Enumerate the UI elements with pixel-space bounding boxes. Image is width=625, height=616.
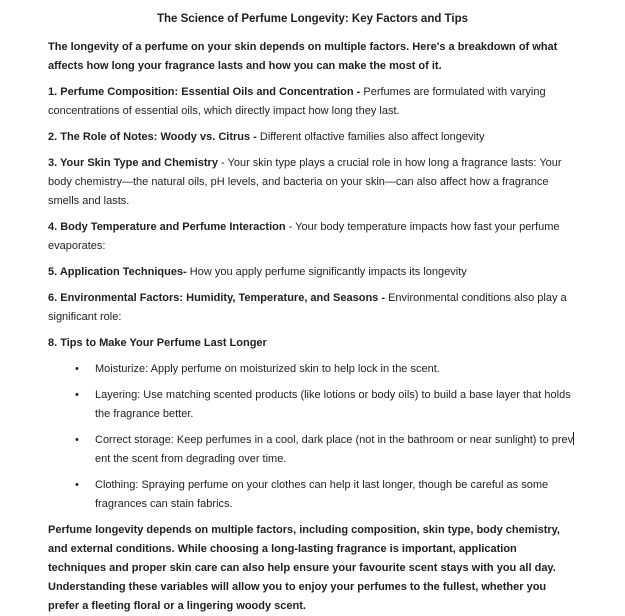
section-paragraph-6 [48,289,577,327]
tip-text: Layering: Use matching scented products (like lotions or body oils) to build a base layer that holds the fragrance better. [95,389,571,420]
tip-item-layering [75,386,577,424]
section-heading-4: 4. Body Temperature and Perfume Interaction [48,221,286,233]
section-heading-1: 1. Perfume Composition: Essential Oils and Concentration - [48,86,361,98]
bullet-icon: • [75,363,79,375]
tip-text: Clothing: Spraying perfume on your clothes can help it last longer, though be careful as some fragrances can stain fabrics. [95,479,549,510]
tips-heading: 8. Tips to Make Your Perfume Last Longer [48,337,267,349]
tip-text: Moisturize: Apply perfume on moisturized skin to help lock in the scent. [95,363,440,375]
conclusion-paragraph: Perfume longevity depends on multiple factors, including composition, skin type, body chemistry, and external conditions. While choosing a long-lasting fragrance is important, application techniques and proper skin care can also help ensure your favourite scent stays with you all day. Understanding these variables will allow you to enjoy your perfumes to the fullest, whether you prefer a fleeting floral or a lingering woody scent. [48,524,560,612]
intro-paragraph: The longevity of a perfume on your skin depends on multiple factors. Here's a breakdown of what affects how long your fragrance lasts and how you can make the most of it. [48,41,558,72]
section-paragraph-5 [48,263,577,282]
section-text-2: Different olfactive families also affect longevity [256,131,485,143]
text-cursor [573,432,574,445]
section-text-6: Environmental conditions also play a significant role: [48,292,567,323]
tip-item-clothing [75,476,577,514]
tip-item-moisturize [75,360,577,379]
bullet-icon: • [75,389,79,401]
section-paragraph-1 [48,83,577,121]
tip-text-after-cursor: ent the scent from degrading over time. [95,453,287,465]
section-paragraph-3 [48,154,577,211]
tip-item-correct-storage [75,431,577,469]
section-paragraph-4 [48,218,577,256]
section-text-4: - Your body temperature impacts how fast your perfume evaporates: [48,221,560,252]
section-heading-3: 3. Your Skin Type and Chemistry [48,157,218,169]
section-heading-5: 5. Application Techniques- [48,266,187,278]
section-heading-6: 6. Environmental Factors: Humidity, Temperature, and Seasons - [48,292,386,304]
section-paragraph-2 [48,128,577,147]
tip-text-before-cursor: Correct storage: Keep perfumes in a cool, dark place (not in the bathroom or near sunlight) to prev [95,434,574,446]
section-text-3: - Your skin type plays a crucial role in how long a fragrance lasts: Your body chemistry—the natural oils, pH levels, and bacteria on your skin—can also affect how a fragrance smells and lasts. [48,157,562,207]
document-title: The Science of Perfume Longevity: Key Factors and Tips [156,13,468,25]
bullet-icon: • [75,479,79,491]
bullet-icon: • [75,434,79,446]
section-heading-2: 2. The Role of Notes: Woody vs. Citrus - [48,131,257,143]
section-text-5: How you apply perfume significantly impacts its longevity [186,266,467,278]
tips-list [48,360,577,514]
section-text-1: Perfumes are formulated with varying concentrations of essential oils, which directly impact how long they last. [48,86,546,117]
